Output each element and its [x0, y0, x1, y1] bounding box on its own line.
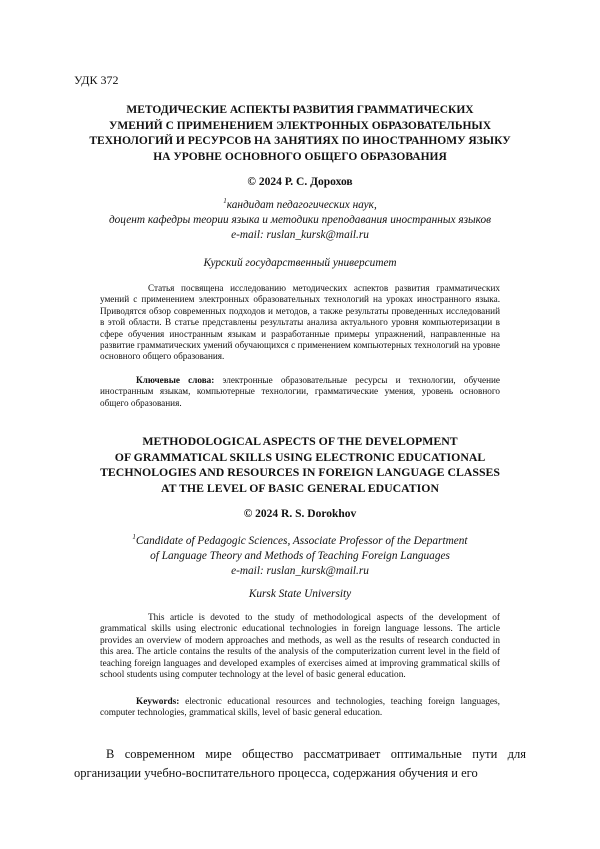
- body-paragraph: В современном мире общество рассматривает оптимальные пути для организации учебно-воспитательного процесса, содержания обучения и его: [74, 747, 526, 780]
- university-en: Kursk State University: [248, 588, 352, 600]
- keywords-ru-text: электронные образовательные ресурсы и технологии, обучение иностранным языкам, компьютерные технологии, грамматические умения, уровень основного общего образования.: [100, 375, 501, 408]
- email-ru[interactable]: e-mail: ruslan_kursk@mail.ru: [231, 228, 369, 241]
- author-ru: © 2024 Р. С. Дорохов: [247, 176, 353, 188]
- title-en-line: OF GRAMMATICAL SKILLS USING ELECTRONIC EDUCATIONAL: [114, 449, 486, 464]
- affiliation-ru: [80, 194, 520, 243]
- title-en-line: AT THE LEVEL OF BASIC GENERAL EDUCATION: [161, 480, 439, 495]
- title-en-line: TECHNOLOGIES AND RESOURCES IN FOREIGN LANGUAGE CLASSES: [100, 465, 500, 479]
- university-ru: Курский государственный университет: [203, 257, 397, 269]
- affiliation-en-line2: of Language Theory and Methods of Teaching Foreign Languages: [150, 549, 450, 562]
- title-ru-line: МЕТОДИЧЕСКИЕ АСПЕКТЫ РАЗВИТИЯ ГРАММАТИЧЕСКИХ: [126, 104, 474, 116]
- abstract-ru: Статья посвящена исследованию методических аспектов развития грамматических умений с применением электронных образовательных технологий на уроках иностранного языка. Приводятся обзор современных подходов и методов, а также результаты проведенных исследований в этой области. В статье представлены результаты анализа актуального уровня компьютеризации в сфере обучения иностранным языкам и разработанные примеры упражнений, направленные на развитие грамматических умений обучающихся с применением компьютерных технологий на уровне основного общего образования.: [100, 283, 500, 362]
- affiliation-en: [80, 530, 520, 579]
- title-en-line: METHODOLOGICAL ASPECTS OF THE DEVELOPMENT: [142, 434, 458, 448]
- title-ru-line: УМЕНИЙ С ПРИМЕНЕНИЕМ ЭЛЕКТРОННЫХ ОБРАЗОВАТЕЛЬНЫХ: [108, 119, 492, 132]
- affiliation-en-line1: Candidate of Pedagogic Sciences, Associate Professor of the Department: [135, 534, 468, 547]
- author-en: © 2024 R. S. Dorokhov: [243, 508, 357, 520]
- keywords-en-label: Keywords:: [136, 697, 180, 707]
- abstract-en: This article is devoted to the study of methodological aspects of the development of grammatical skills using electronic educational technologies in foreign language lessons. The article provides an overview of modern approaches and methods, as well as the results of research conducted in this area. The article contains the results of the analysis of the computerization current level in the field of teaching foreign languages and developed examples of exercises aimed at improving grammatical skills of school students using computer technology at the level of basic general education.: [100, 613, 500, 681]
- affiliation-ru-line2: доцент кафедры теории языка и методики преподавания иностранных языков: [108, 213, 492, 226]
- keywords-en-text: electronic educational resources and technologies, teaching foreign languages, computer technologies, grammatical skills, level of basic general education.: [100, 697, 500, 719]
- title-ru-line: НА УРОВНЕ ОСНОВНОГО ОБЩЕГО ОБРАЗОВАНИЯ: [153, 150, 447, 163]
- affiliation-ru-sup: 1: [223, 197, 227, 205]
- affiliation-en-sup: 1: [132, 533, 136, 541]
- affiliation-ru-line1: кандидат педагогических наук,: [226, 198, 377, 211]
- keywords-en: [100, 697, 500, 720]
- title-en: [80, 434, 520, 496]
- udk-code: УДК 372: [74, 73, 119, 87]
- title-ru: [80, 103, 520, 165]
- title-ru-line: ТЕХНОЛОГИЙ И РЕСУРСОВ НА ЗАНЯТИЯХ ПО ИНОСТРАННОМУ ЯЗЫКУ: [89, 135, 511, 147]
- keywords-ru: [100, 375, 500, 409]
- keywords-ru-label: Ключевые слова:: [136, 375, 215, 385]
- email-en[interactable]: e-mail: ruslan_kursk@mail.ru: [231, 564, 369, 577]
